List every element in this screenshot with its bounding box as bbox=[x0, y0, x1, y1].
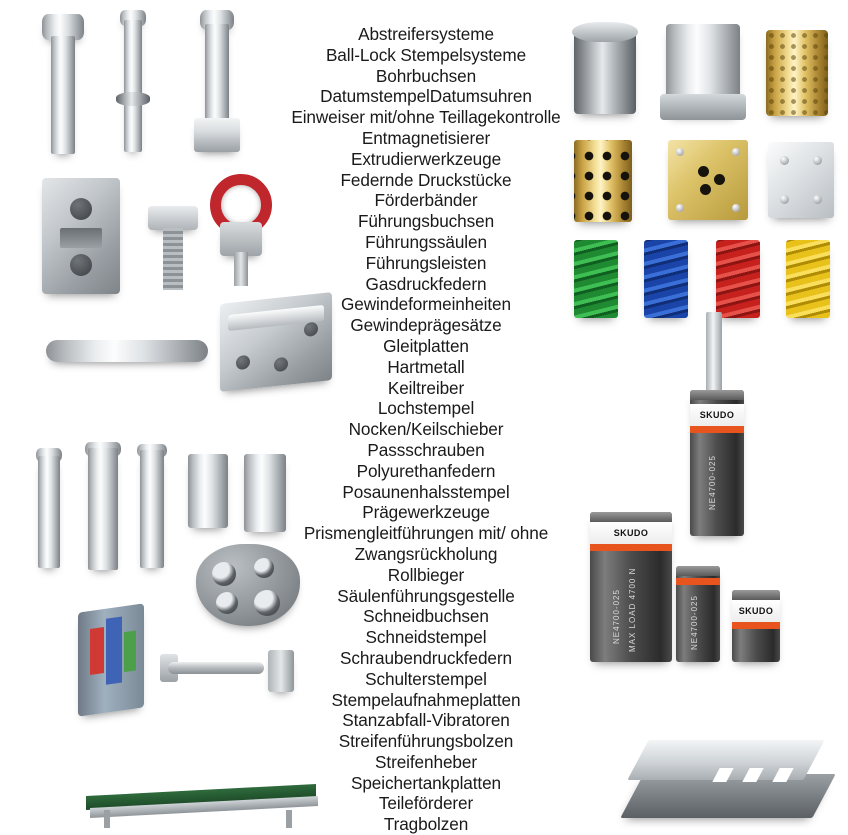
gas-spring-cap bbox=[590, 512, 672, 522]
die-spring-blue bbox=[644, 240, 688, 318]
clamp-bore-bottom bbox=[70, 254, 92, 276]
bronze-wear-plate bbox=[668, 140, 748, 220]
cutaway-body bbox=[78, 603, 144, 716]
spring-coil bbox=[716, 240, 760, 318]
product-list-item: Polyurethanfedern bbox=[356, 460, 496, 481]
gas-spring-stripe bbox=[732, 622, 780, 629]
graphite-plates-photo bbox=[570, 134, 838, 224]
bushing-cap bbox=[572, 22, 638, 42]
steel-plate-hole-1 bbox=[780, 156, 789, 165]
clamp-block bbox=[42, 178, 120, 294]
mounting-hole-3 bbox=[676, 204, 684, 212]
product-list-item: Tragbolzen bbox=[383, 814, 469, 835]
punch-shank-3 bbox=[140, 450, 164, 568]
steel-plate-hole-2 bbox=[813, 156, 822, 165]
gas-spring-brand-label: SKUDO bbox=[732, 600, 780, 622]
mounting-hole-4 bbox=[732, 204, 740, 212]
gas-spring-cap bbox=[690, 390, 744, 400]
product-list-item: Schraubendruckfedern bbox=[340, 647, 512, 668]
mounting-hole-2 bbox=[732, 148, 740, 156]
nitrogen-gas-springs-photo bbox=[580, 352, 838, 704]
product-list-item: Führungsleisten bbox=[365, 252, 487, 273]
product-list-item: Posaunenhalsstempel bbox=[342, 481, 510, 502]
v-block-hole-1 bbox=[236, 355, 250, 370]
graphite-plug-2 bbox=[714, 174, 725, 185]
spring-coil bbox=[574, 240, 618, 318]
spring-coil bbox=[786, 240, 830, 318]
graphite-plug-3 bbox=[700, 184, 711, 195]
product-list-item: Stanzabfall-Vibratoren bbox=[342, 710, 510, 731]
graphite-plug-pattern-large bbox=[574, 140, 632, 222]
guide-bushing-steel bbox=[574, 30, 636, 114]
retainer-bore-2 bbox=[254, 558, 274, 578]
gas-spring-brand-label: SKUDO bbox=[690, 404, 744, 426]
product-list-item: Führungsbuchsen bbox=[357, 211, 495, 232]
retainer-bore-1 bbox=[212, 562, 236, 586]
product-list-item: Abstreifersysteme bbox=[358, 24, 494, 44]
product-list-item: Rollbieger bbox=[387, 564, 465, 585]
die-insert-photo bbox=[628, 734, 838, 830]
punch-shank-2 bbox=[88, 448, 118, 570]
clamp-slot bbox=[60, 228, 102, 248]
product-list-item: Lochstempel bbox=[377, 398, 475, 419]
shoulder-bolt-thread bbox=[163, 228, 183, 290]
guide-post-base bbox=[194, 118, 240, 152]
die-bushing-1 bbox=[188, 454, 228, 528]
cutaway-piston-blue bbox=[106, 616, 122, 684]
conveyor-leg-1 bbox=[104, 810, 110, 828]
gas-spring-medium bbox=[676, 566, 720, 662]
product-list-item: Passschrauben bbox=[367, 439, 485, 460]
product-list-item: Ball-Lock Stempelsysteme bbox=[325, 44, 527, 65]
gas-spring-brand-label: SKUDO bbox=[590, 522, 672, 544]
steel-plate-hole-3 bbox=[780, 195, 789, 204]
product-list bbox=[278, 24, 574, 835]
product-list-item: Speichertankplatten bbox=[350, 772, 502, 793]
gas-spring-stripe bbox=[590, 544, 672, 551]
mounting-hole-1 bbox=[676, 148, 684, 156]
eyebolt-stem bbox=[234, 252, 248, 286]
product-list-item: Gewindeprägesätze bbox=[350, 315, 502, 336]
gas-spring-piston-rod bbox=[706, 312, 722, 400]
product-list-item: Prismengleitführungen mit/ ohne Zwangsrückholung bbox=[303, 523, 549, 564]
product-list-item: Säulenführungsgestelle bbox=[337, 585, 515, 606]
product-list-item: Bohrbuchsen bbox=[375, 65, 477, 86]
product-list-item: Stempelaufnahmeplatten bbox=[331, 689, 521, 710]
product-list-item: Streifenführungsbolzen bbox=[338, 731, 514, 752]
product-list-item: DatumstempelDatumsuhren bbox=[320, 86, 532, 107]
bronze-guide-bushing bbox=[766, 30, 828, 116]
cutaway-chamber-green bbox=[124, 630, 136, 672]
dowel-pin bbox=[46, 340, 208, 362]
gas-spring-body-text: NE4700-025 bbox=[708, 455, 717, 510]
flanged-guide-bushing bbox=[666, 24, 740, 116]
piston-rod bbox=[168, 662, 264, 674]
gas-spring-tall bbox=[690, 390, 744, 536]
spring-coil bbox=[644, 240, 688, 318]
clamp-bore-top bbox=[70, 198, 92, 220]
product-list-item: Federnde Druckstücke bbox=[340, 169, 512, 190]
shoulder-bolt-head bbox=[148, 206, 198, 230]
gas-spring-large bbox=[590, 512, 672, 662]
gas-spring-cap bbox=[676, 566, 720, 576]
product-list-item: Führungssäulen bbox=[365, 231, 487, 252]
punch-shank-1 bbox=[38, 456, 60, 568]
product-list-item: Gasdruckfedern bbox=[365, 273, 487, 294]
product-list-item: Entmagnetisierer bbox=[361, 127, 491, 148]
product-list-item: Nocken/Keilschieber bbox=[348, 419, 504, 440]
gas-spring-cap bbox=[732, 590, 780, 600]
gas-spring-sub-text: MAX LOAD 4700 N bbox=[628, 567, 637, 652]
product-list-item: Förderbänder bbox=[374, 190, 478, 211]
die-spring-green bbox=[574, 240, 618, 318]
eyebolt-body bbox=[220, 222, 262, 256]
cutaway-cylinder-photo bbox=[64, 598, 294, 728]
product-list-item: Keiltreiber bbox=[387, 377, 465, 398]
gas-spring-stripe bbox=[676, 578, 720, 585]
product-list-item: Streifenheber bbox=[375, 751, 477, 772]
die-spring-red bbox=[716, 240, 760, 318]
product-list-item: Gewindeformeinheiten bbox=[341, 294, 511, 315]
bushing-flange bbox=[660, 94, 746, 120]
product-list-item: Teileförderer bbox=[378, 793, 474, 814]
product-list-item: Schneidbuchsen bbox=[363, 606, 489, 627]
guide-post-shaft-2 bbox=[124, 20, 142, 152]
punches-and-round-plate-photo bbox=[30, 438, 298, 618]
guide-post-collar bbox=[116, 92, 150, 106]
steel-plate-hole-4 bbox=[813, 195, 822, 204]
guide-bushings-photo bbox=[570, 14, 838, 126]
product-list-item: Schulterstempel bbox=[365, 668, 487, 689]
gas-spring-body-text: NE4700-025 bbox=[690, 595, 699, 650]
die-insert-base bbox=[620, 774, 835, 818]
product-list-item: Extrudierwerkzeuge bbox=[350, 148, 502, 169]
graphite-plug-pattern bbox=[766, 30, 828, 116]
steel-wear-plate bbox=[768, 142, 834, 218]
gas-spring-stripe bbox=[690, 426, 744, 433]
guide-posts-photo bbox=[24, 6, 260, 166]
cutaway-seal-red bbox=[90, 627, 104, 675]
product-list-item: Einweiser mit/ohne Teillagekontrolle bbox=[291, 107, 561, 128]
gas-spring-small bbox=[732, 590, 780, 662]
product-list-item: Gleitplatten bbox=[383, 335, 469, 356]
guide-post-shaft bbox=[51, 36, 75, 154]
graphite-plug-1 bbox=[698, 166, 709, 177]
die-spring-yellow bbox=[786, 240, 830, 318]
product-list-item: Hartmetall bbox=[387, 356, 465, 377]
product-list-item: Prägewerkzeuge bbox=[362, 502, 490, 523]
bronze-graphite-bushing bbox=[574, 140, 632, 222]
gas-spring-body-text: NE4700-025 bbox=[612, 589, 621, 644]
product-list-item: Schneidstempel bbox=[365, 627, 487, 648]
